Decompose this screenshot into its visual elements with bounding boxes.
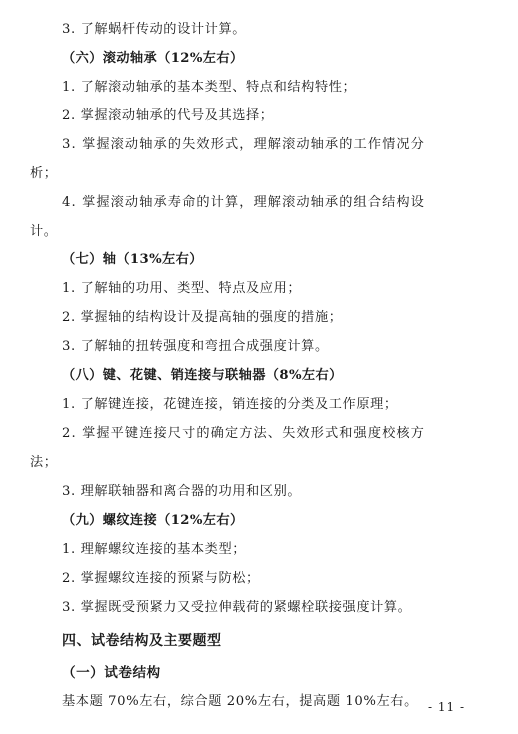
item-bearing-1: 1. 了解滚动轴承的基本类型、特点和结构特性；	[62, 80, 357, 95]
item-key-2: 2. 掌握平键连接尺寸的确定方法、失效形式和强度校核方	[62, 426, 425, 441]
item-shaft-2: 2. 掌握轴的结构设计及提高轴的强度的措施；	[62, 310, 343, 325]
item-shaft-3: 3. 了解轴的扭转强度和弯扭合成强度计算。	[62, 339, 329, 354]
exam-weight-text: 基本题 70%左右，综合题 20%左右，提高题 10%左右。	[62, 694, 418, 709]
item-bearing-3: 3. 掌握滚动轴承的失效形式，理解滚动轴承的工作情况分	[62, 137, 425, 152]
item-key-3: 3. 理解联轴器和离合器的功用和区别。	[62, 484, 302, 499]
item-key-2-continued: 法；	[30, 455, 58, 470]
item-thread-3: 3. 掌握既受预紧力又受拉伸载荷的紧螺栓联接强度计算。	[62, 600, 412, 615]
section-rolling-bearing-heading: （六）滚动轴承（12%左右）	[62, 51, 244, 66]
item-bearing-2: 2. 掌握滚动轴承的代号及其选择；	[62, 108, 274, 123]
item-thread-2: 2. 掌握螺纹连接的预紧与防松；	[62, 571, 260, 586]
item-worm-3: 3. 了解蜗杆传动的设计计算。	[62, 22, 247, 37]
item-thread-1: 1. 理解螺纹连接的基本类型；	[62, 542, 247, 557]
section-thread-heading: （九）螺纹连接（12%左右）	[62, 513, 244, 528]
chapter-exam-structure-heading: 四、试卷结构及主要题型	[62, 633, 222, 649]
item-bearing-4-continued: 计。	[30, 224, 58, 239]
page-number: - 11 -	[428, 700, 466, 714]
subsection-paper-structure-heading: （一）试卷结构	[62, 665, 161, 681]
section-shaft-heading: （七）轴（13%左右）	[62, 252, 203, 267]
item-bearing-4: 4. 掌握滚动轴承寿命的计算，理解滚动轴承的组合结构设	[62, 195, 425, 210]
item-key-1: 1. 了解键连接，花键连接，销连接的分类及工作原理；	[62, 397, 398, 412]
section-key-coupling-heading: （八）键、花键、销连接与联轴器（8%左右）	[62, 368, 343, 383]
item-shaft-1: 1. 了解轴的功用、类型、特点及应用；	[62, 281, 302, 296]
item-bearing-3-continued: 析；	[30, 166, 58, 181]
